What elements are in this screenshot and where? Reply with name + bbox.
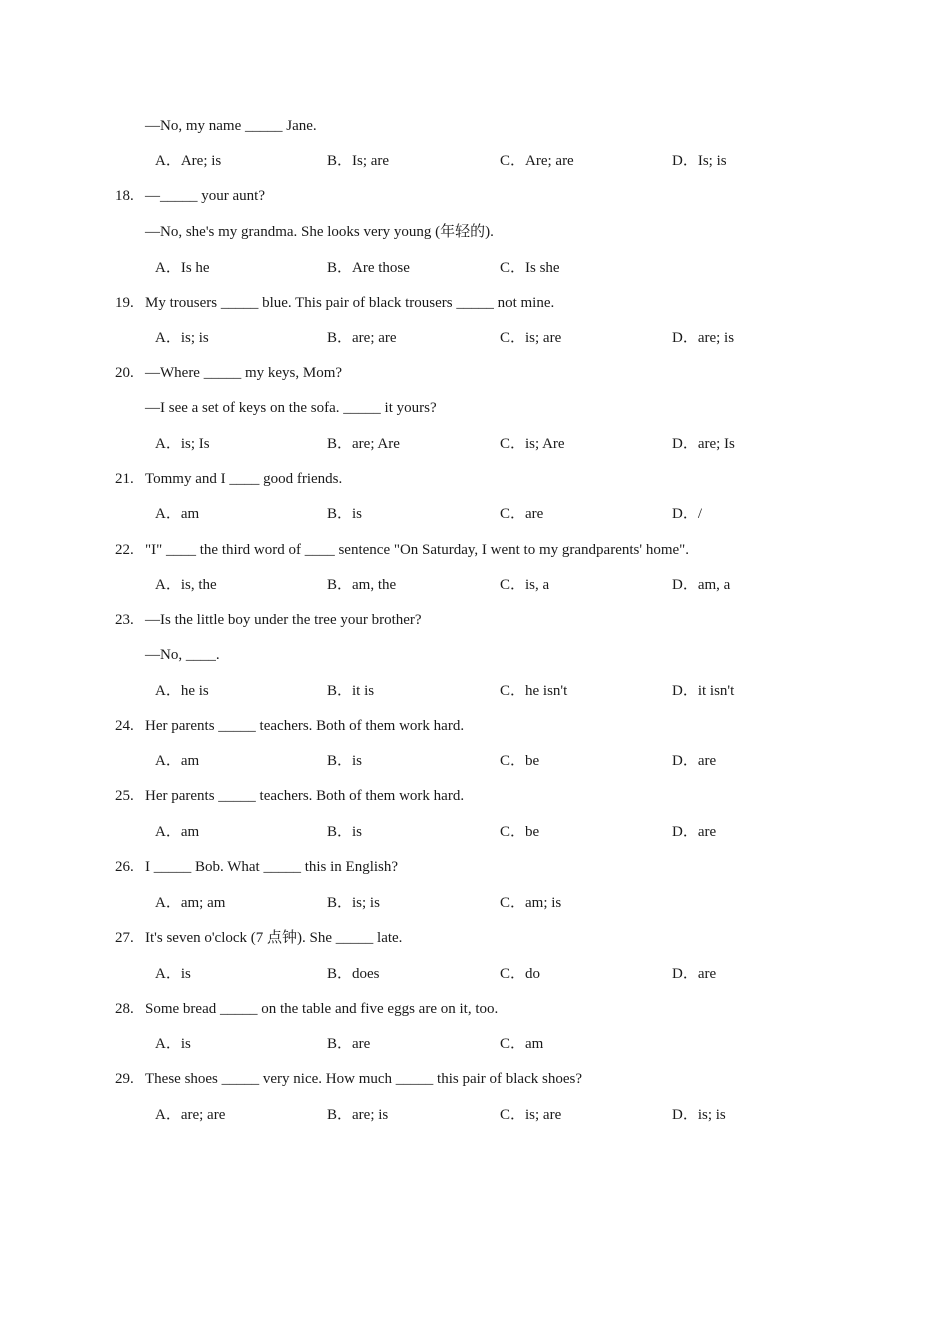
option-b: B．are; are	[327, 330, 397, 346]
question-number: 28.	[115, 1001, 134, 1017]
option-a: A．is, the	[155, 577, 217, 593]
question-stem: "I" ____ the third word of ____ sentence "On Saturday, I went to my grandparents' home".	[145, 542, 690, 558]
question-stem: Some bread _____ on the table and five eggs are on it, too.	[145, 1001, 499, 1017]
option-b: B．Are those	[327, 260, 410, 276]
question-stem: Her parents _____ teachers. Both of them work hard.	[145, 788, 465, 804]
option-b: B．is; is	[327, 895, 380, 911]
option-c: C．he isn't	[500, 683, 568, 699]
option-c: C．Are; are	[500, 153, 574, 169]
question-number: 19.	[115, 295, 134, 311]
option-c: C．are	[500, 506, 544, 522]
option-c: C．be	[500, 824, 540, 840]
option-d: D．are	[672, 966, 717, 982]
option-d: D．are; is	[672, 330, 735, 346]
option-c: C．is; Are	[500, 436, 565, 452]
question-number: 25.	[115, 788, 134, 804]
question-28	[115, 998, 498, 1020]
question-27	[115, 927, 402, 949]
question-continuation: —No, ____.	[145, 647, 220, 663]
option-a: A．is; Is	[155, 436, 210, 452]
question-number: 20.	[115, 365, 134, 381]
question-number: 29.	[115, 1071, 134, 1087]
question-number: 23.	[115, 612, 134, 628]
option-d: D．/	[672, 506, 703, 522]
option-d: D．Is; is	[672, 153, 727, 169]
question-stem: Her parents _____ teachers. Both of them work hard.	[145, 718, 465, 734]
option-a: A．is; is	[155, 330, 209, 346]
option-a: A．am; am	[155, 895, 226, 911]
option-a: A．am	[155, 753, 200, 769]
question-number: 27.	[115, 930, 134, 946]
option-c: C．am	[500, 1036, 544, 1052]
option-c: C．do	[500, 966, 541, 982]
option-c: C．is; are	[500, 1107, 562, 1123]
option-b: B．am, the	[327, 577, 397, 593]
question-number: 21.	[115, 471, 134, 487]
question-22	[115, 539, 689, 561]
question-number: 18.	[115, 188, 134, 204]
question-continuation: —No, she's my grandma. She looks very young (年轻的).	[145, 224, 494, 240]
question-number: 22.	[115, 542, 134, 558]
question-stem: Tommy and I ____ good friends.	[145, 471, 343, 487]
option-b: B．Is; are	[327, 153, 390, 169]
option-b: B．does	[327, 966, 380, 982]
question-stem: It's seven o'clock (7 点钟). She _____ late.	[145, 930, 403, 946]
question-20	[115, 362, 342, 384]
question-21	[115, 468, 342, 490]
question-25	[115, 785, 464, 807]
question-stem: —Is the little boy under the tree your brother?	[145, 612, 422, 628]
option-b: B．is	[327, 824, 363, 840]
option-b: B．are; Are	[327, 436, 400, 452]
option-c: C．is, a	[500, 577, 550, 593]
question-18	[115, 185, 265, 207]
option-c: C．Is she	[500, 260, 560, 276]
option-a: A．am	[155, 824, 200, 840]
option-a: A．Are; is	[155, 153, 222, 169]
question-26	[115, 856, 398, 878]
option-d: D．it isn't	[672, 683, 735, 699]
option-b: B．are	[327, 1036, 371, 1052]
option-b: B．it is	[327, 683, 375, 699]
option-a: A．Is he	[155, 260, 210, 276]
option-b: B．are; is	[327, 1107, 389, 1123]
question-number: 26.	[115, 859, 134, 875]
option-d: D．is; is	[672, 1107, 726, 1123]
option-d: D．are	[672, 824, 717, 840]
question-stem: —Where _____ my keys, Mom?	[145, 365, 343, 381]
question-29	[115, 1068, 582, 1090]
option-c: C．be	[500, 753, 540, 769]
question-stem: I _____ Bob. What _____ this in English?	[145, 859, 399, 875]
option-a: A．he is	[155, 683, 209, 699]
option-a: A．are; are	[155, 1107, 226, 1123]
question-continuation: —I see a set of keys on the sofa. _____ it yours?	[145, 400, 437, 416]
option-d: D．are	[672, 753, 717, 769]
question-stem: —_____ your aunt?	[145, 188, 265, 204]
option-a: A．am	[155, 506, 200, 522]
question-number: 24.	[115, 718, 134, 734]
question-stem: My trousers _____ blue. This pair of black trousers _____ not mine.	[145, 295, 555, 311]
option-c: C．is; are	[500, 330, 562, 346]
question-19	[115, 292, 554, 314]
option-b: B．is	[327, 753, 363, 769]
question-24	[115, 715, 464, 737]
option-c: C．am; is	[500, 895, 562, 911]
option-b: B．is	[327, 506, 363, 522]
option-d: D．am, a	[672, 577, 731, 593]
question-23	[115, 609, 422, 631]
option-a: A．is	[155, 1036, 191, 1052]
option-a: A．is	[155, 966, 191, 982]
fragment-dialogue-line: —No, my name _____ Jane.	[145, 118, 317, 134]
option-d: D．are; Is	[672, 436, 735, 452]
question-stem: These shoes _____ very nice. How much _____ this pair of black shoes?	[145, 1071, 582, 1087]
